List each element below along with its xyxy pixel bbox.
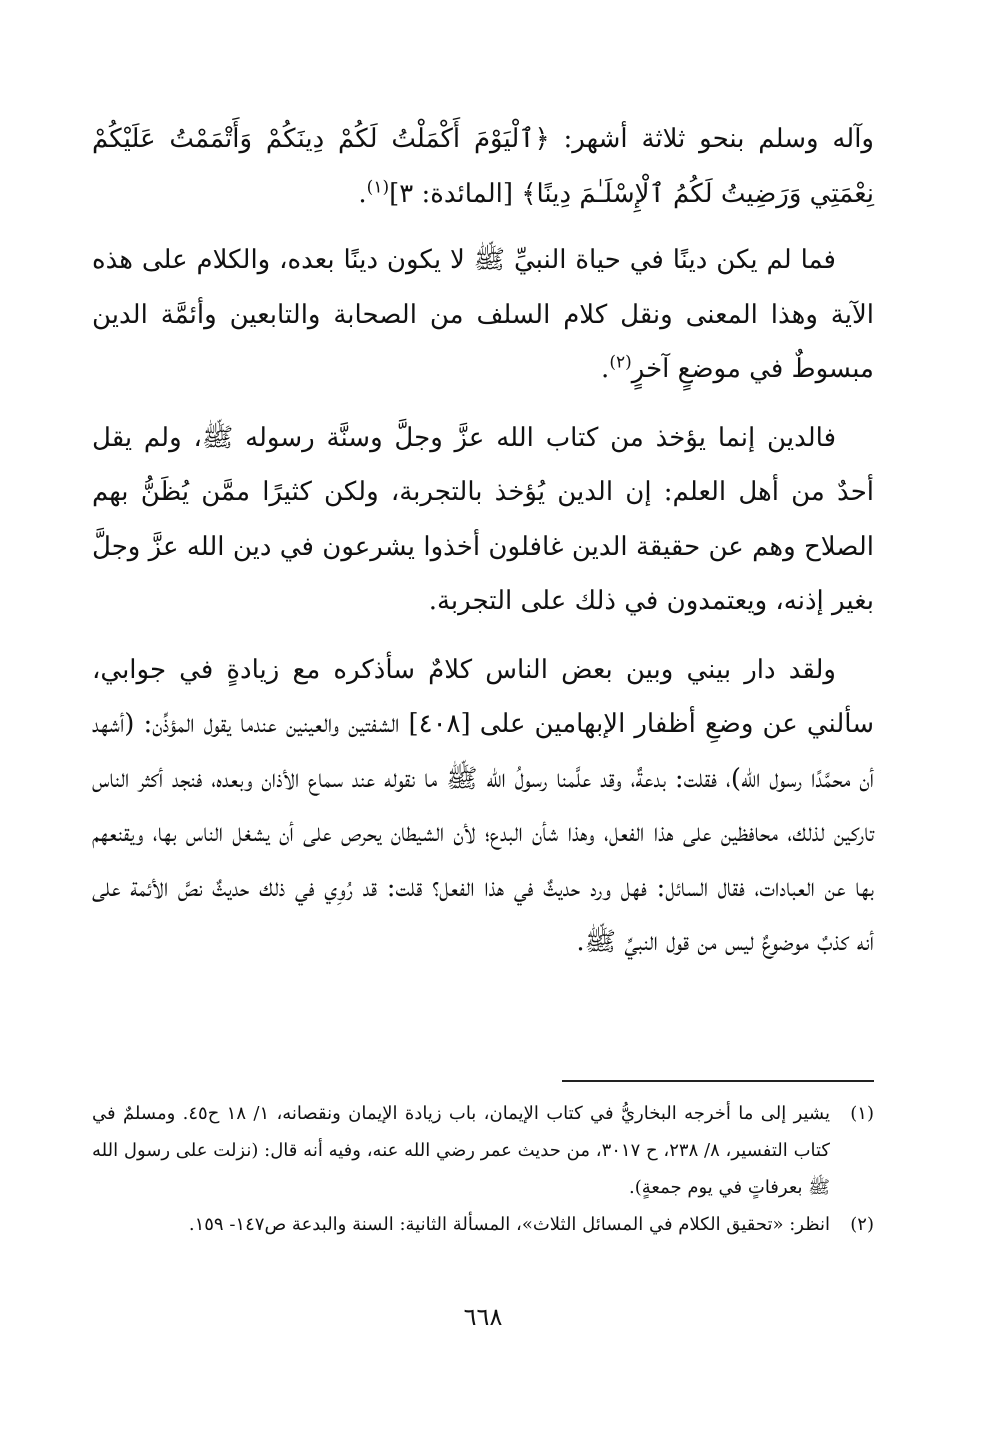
footnotes <box>92 1095 874 1243</box>
footnote-1 <box>92 1095 874 1206</box>
footnote-2 <box>92 1206 874 1243</box>
paragraph-3-text: فالدين إنما يؤخذ من كتاب الله عزَّ وجلَّ وسنَّة رسوله ﷺ، ولم يقل أحدٌ من أهل العلم: إن الدين يُؤخذ بالتجربة، ولكن كثيرًا ممَّن يُظَنُّ بهم الصلاح وهم عن حقيقة الدين غافلون أخذوا يشرعون في دين الله عزَّ وجلَّ بغير إذنه، ويعتمدون في ذلك على التجربة. <box>92 422 874 616</box>
paragraph-2-text: فما لم يكن دينًا في حياة النبيِّ ﷺ لا يكون دينًا بعده، والكلام على هذه الآية وهذا المعنى ونقل كلام السلف من الصحابة والتابعين وأئمَّة الدين مبسوطٌ في موضعٍ آخرٍ <box>92 245 874 384</box>
page-number: ٦٦٨ <box>463 1303 503 1331</box>
footnote-ref-1[interactable]: (١) <box>366 176 390 197</box>
paragraph-3 <box>92 411 874 629</box>
book-page <box>92 112 874 1362</box>
paragraph-2 <box>92 233 874 397</box>
paragraph-1-lead: وآله وسلم بنحو ثلاثة أشهر: <box>549 124 874 154</box>
paragraph-1 <box>92 112 874 221</box>
footnote-ref-2[interactable]: (٢) <box>609 352 632 373</box>
footnote-2-number: (٢) <box>850 1214 874 1235</box>
verse-citation: [المائدة: ٣] <box>389 178 522 209</box>
footnote-1-number: (١) <box>850 1103 874 1124</box>
paragraph-4 <box>92 643 874 970</box>
footnote-2-text: انظر: «تحقيق الكلام في المسائل الثلاث»، المسألة الثانية: السنة والبدعة ص١٤٧- ١٥٩. <box>188 1214 830 1235</box>
paragraph-4-text: ولقد دار بيني وبين بعض الناس كلامٌ سأذكره مع زيادةٍ في جوابي، سألني عن وضعِ أظفار الإبهامين على [٤٠٨] الشفتين والعينين عندما يقول المؤذِّن: (أشهد أن محمَّدًا رسول الله)، فقلت: بدعةٌ، وقد علَّمنا رسولُ الله ﷺ ما نقوله عند سماع الأذان وبعده، فنجد أكثر الناس تاركين لذلك، محافظين على هذا الفعل، وهذا شأن البدع؛ لأن الشيطان يحرص على أن يشغل الناس بها، ويقنعهم بها عن العبادات، فقال السائل: فهل ورد حديثٌ في هذا الفعل؟ قلت: قد رُوِي في ذلك حديثٌ نصَّ الأئمة على أنه كذبٌ موضوعٌ ليس من قول النبيِّ ﷺ. <box>92 654 874 957</box>
footnote-divider <box>562 1080 874 1082</box>
quran-verse: ﴿ٱلْيَوْمَ أَكْمَلْتُ لَكُمْ دِينَكُمْ وَأَتْمَمْتُ عَلَيْكُمْ نِعْمَتِي وَرَضِيتُ لَكُمُ ٱلْإِسْلَـٰمَ دِينًا﴾ <box>92 124 874 209</box>
footnote-1-text: يشير إلى ما أخرجه البخاريُّ في كتاب الإيمان، باب زيادة الإيمان ونقصانه، ١/ ١٨ ح٤٥. ومسلمٌ في كتاب التفسير، ٨/ ٢٣٨، ح ٣٠١٧، من حديث عمر رضي الله عنه، وفيه أنه قال: (نزلت على رسول الله ﷺ بعرفاتٍ في يوم جمعةٍ). <box>92 1103 831 1198</box>
paragraph-1-end: . <box>358 178 367 209</box>
paragraph-2-end: . <box>601 354 610 384</box>
